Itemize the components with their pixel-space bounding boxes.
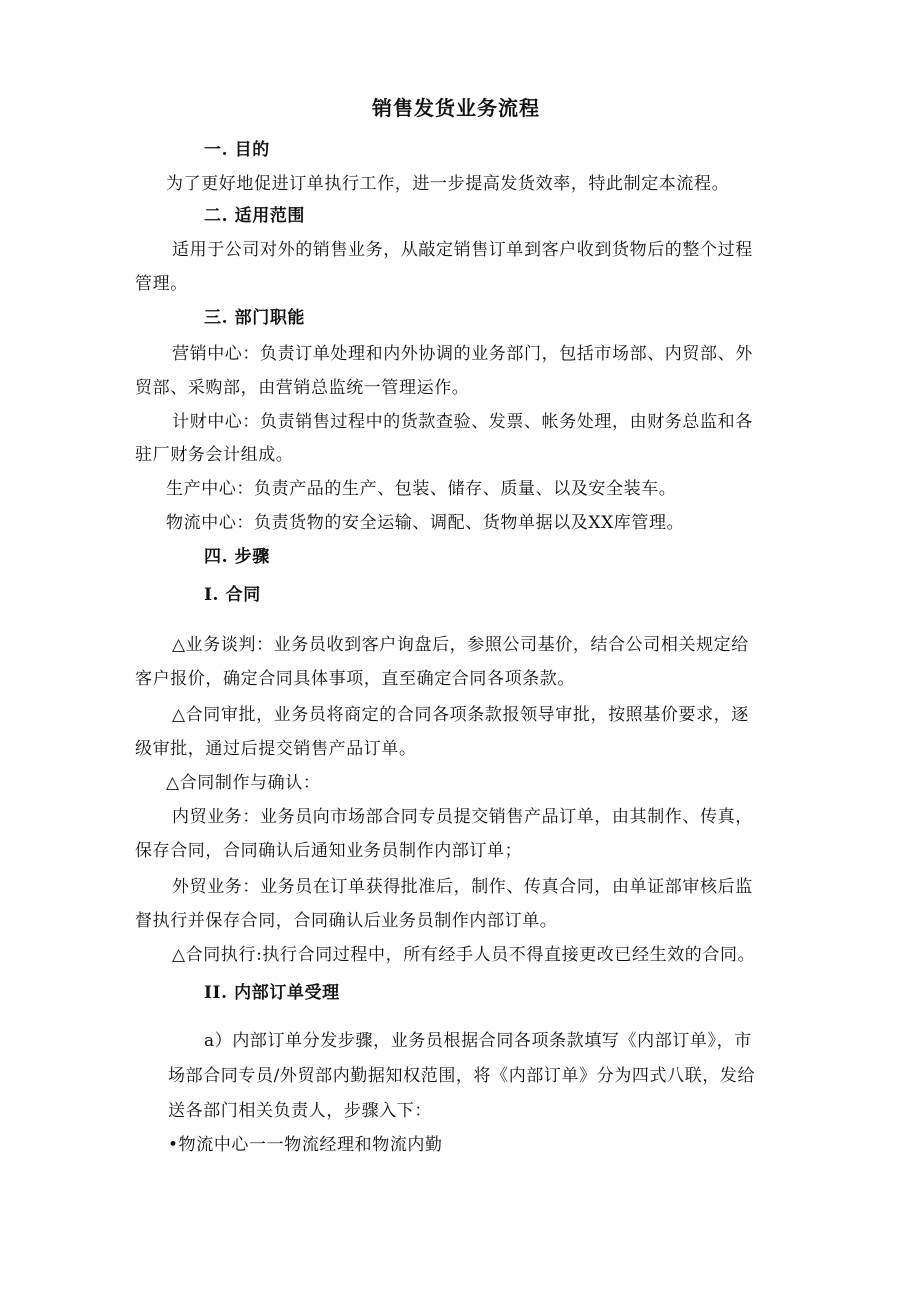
finance-center-line2: 驻厂财务会计组成。: [135, 445, 294, 465]
approval-line2: 级审批，通过后提交销售产品订单。: [135, 739, 417, 759]
contract-execution: △合同执行:执行合同过程中，所有经手人员不得直接更改已经生效的合同。: [172, 945, 756, 965]
internal-order-a-line2: 场部合同专员/外贸部内勤据知权范围，将《内部订单》分为四式八联，发给: [168, 1066, 756, 1086]
purpose-text: 为了更好地促进订单执行工作，进一步提高发货效率，特此制定本流程。: [166, 174, 730, 194]
production-center: 生产中心：负责产品的生产、包装、储存、质量、以及安全装车。: [166, 479, 677, 499]
internal-order-a-line3: 送各部门相关负责人，步骤入下：: [168, 1101, 432, 1121]
marketing-center-line2: 贸部、采购部，由营销总监统一管理运作。: [135, 378, 470, 398]
foreign-trade-line2: 督执行并保存合同，合同确认后业务员制作内部订单。: [135, 911, 558, 931]
approval-line1: △合同审批，业务员将商定的合同各项条款报领导审批，按照基价要求，逐: [172, 705, 749, 725]
section-heading-steps: 四. 步骤: [204, 547, 270, 567]
negotiation-line2: 客户报价，确定合同具体事项，直至确定合同各项条款。: [135, 669, 575, 689]
logistics-center: 物流中心：负责货物的安全运输、调配、货物单据以及XX库管理。: [166, 513, 685, 533]
contract-making: △合同制作与确认：: [166, 773, 321, 793]
marketing-center-line1: 营销中心：负责订单处理和内外协调的业务部门，包括市场部、内贸部、外: [172, 344, 753, 364]
finance-center-line1: 计财中心：负责销售过程中的货款查验、发票、帐务处理，由财务总监和各: [172, 412, 753, 432]
scope-text-line2: 管理。: [135, 274, 188, 294]
subsection-heading-contract: I. 合同: [204, 585, 261, 605]
domestic-trade-line1: 内贸业务：业务员向市场部合同专员提交销售产品订单，由其制作、传真，: [172, 807, 753, 827]
document-title: 销售发货业务流程: [372, 96, 540, 120]
domestic-trade-line2: 保存合同，合同确认后通知业务员制作内部订单；: [135, 841, 523, 861]
scope-text-line1: 适用于公司对外的销售业务，从敲定销售订单到客户收到货物后的整个过程: [172, 240, 753, 260]
section-heading-purpose: 一. 目的: [204, 140, 270, 160]
internal-order-a-line1: a）内部订单分发步骤，业务员根据合同各项条款填写《内部订单》，市: [204, 1031, 752, 1051]
negotiation-line1: △业务谈判：业务员收到客户询盘后，参照公司基价，结合公司相关规定给: [172, 635, 749, 655]
subsection-heading-internal-order: II. 内部订单受理: [204, 983, 340, 1003]
bullet-logistics-center: •物流中心一一物流经理和物流内勤: [168, 1135, 443, 1155]
section-heading-scope: 二. 适用范围: [204, 206, 306, 226]
foreign-trade-line1: 外贸业务：业务员在订单获得批准后，制作、传真合同，由单证部审核后监: [172, 877, 753, 897]
section-heading-departments: 三. 部门职能: [204, 308, 306, 328]
